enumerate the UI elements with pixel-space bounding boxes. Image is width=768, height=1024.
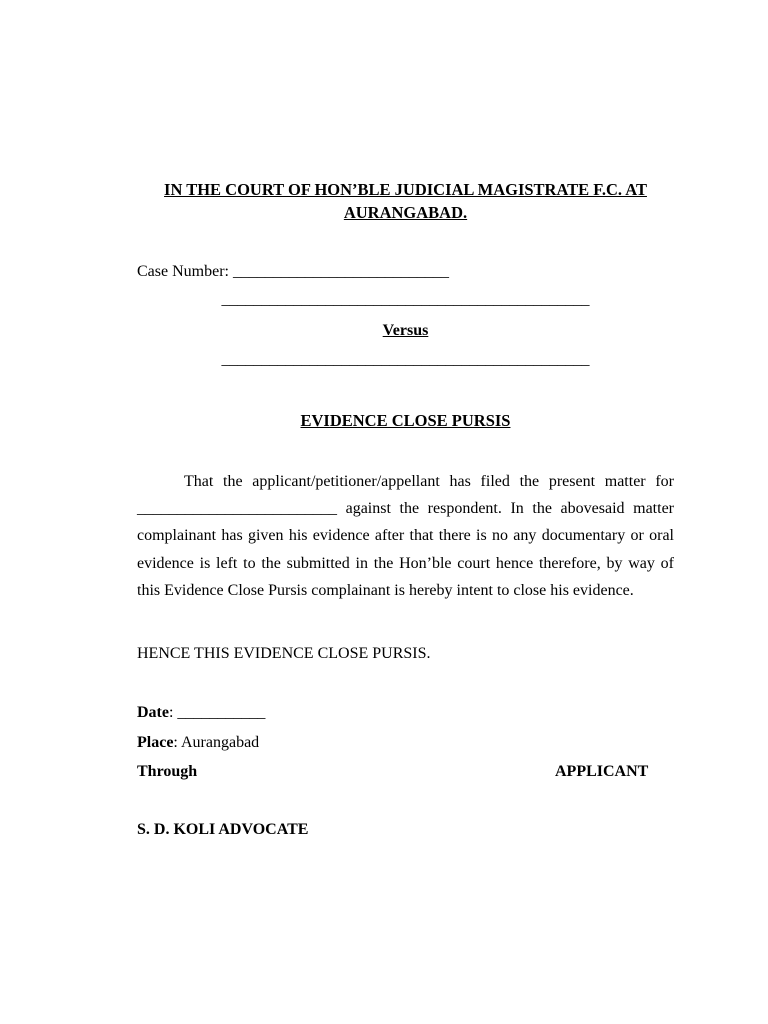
versus-label: Versus: [382, 322, 429, 339]
first-party-blank: ______________________________________________: [221, 291, 590, 308]
case-number-line: [137, 262, 449, 282]
hence-statement: HENCE THIS EVIDENCE CLOSE PURSIS.: [137, 645, 431, 662]
court-title: IN THE COURT OF HON’BLE JUDICIAL MAGISTRATE F.C. AT AURANGABAD.: [164, 180, 647, 222]
paragraph-rest: against the respondent. In the abovesaid matter complainant has given his evidence after that there is no any documentary or oral evidence is left to the submitted in the Hon’ble court hence therefore, by way of this Evidence Close Pursis complainant is hereby intent to close his evidence.: [137, 500, 674, 599]
paragraph-start: That the applicant/petitioner/appellant has filed the present matter for: [184, 473, 674, 490]
date-line: [137, 703, 265, 723]
case-number-label: Case Number:: [137, 263, 233, 280]
body-paragraph: [137, 468, 674, 604]
place-line: [137, 733, 259, 753]
document-heading: EVIDENCE CLOSE PURSIS: [300, 411, 511, 430]
through-label: Through: [137, 763, 198, 780]
date-label: Date: [137, 704, 169, 721]
applicant-label: APPLICANT: [555, 763, 649, 780]
second-party-blank: ______________________________________________: [221, 351, 590, 368]
case-number-blank: ___________________________: [232, 263, 449, 280]
place-value: : Aurangabad: [173, 734, 260, 751]
matter-blank: _________________________: [137, 500, 337, 518]
date-value: : ___________: [168, 704, 266, 721]
advocate-name: S. D. KOLI ADVOCATE: [137, 821, 309, 838]
place-label: Place: [137, 734, 174, 751]
